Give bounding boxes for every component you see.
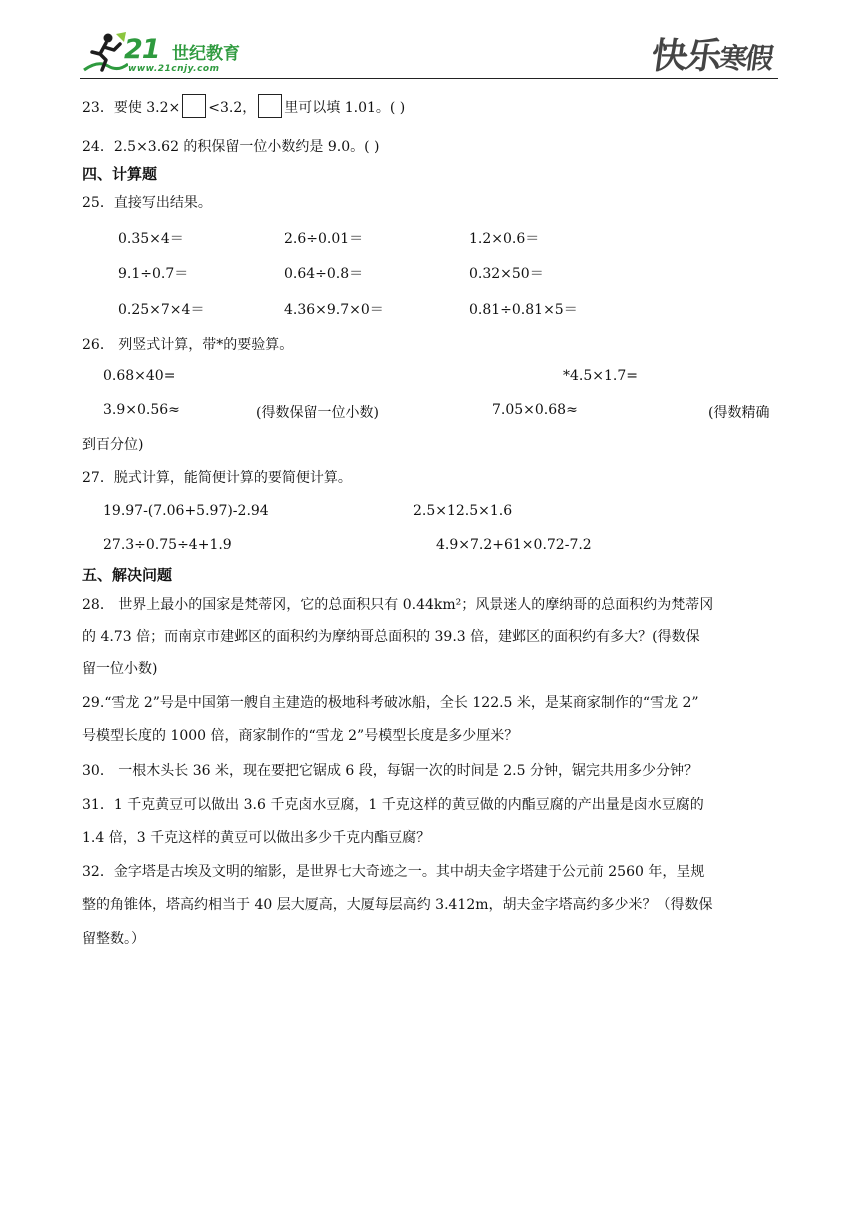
question-24: 24．2.5×3.62 的积保留一位小数约是 9.0。( ) <box>82 139 380 155</box>
logo-title: 世纪教育 <box>172 44 240 64</box>
calc-note: (得数精确 <box>708 405 770 421</box>
question-31-line: 31．1 千克黄豆可以做出 3.6 千克卤水豆腐，1 千克这样的黄豆做的内酯豆腐的产出量是卤水豆腐的 <box>82 797 704 813</box>
logo-right-text: 快乐寒假 <box>648 35 774 77</box>
calc-note: (得数保留一位小数) <box>256 405 379 421</box>
calc-note-cont: 到百分位) <box>82 437 144 453</box>
calc-item: 0.32×50＝ <box>469 266 544 282</box>
question-32-line: 留整数。） <box>82 931 145 947</box>
question-28-line: 留一位小数) <box>82 661 158 677</box>
calc-item: 0.35×4＝ <box>118 231 184 247</box>
calc-item: 27.3÷0.75÷4+1.9 <box>103 537 232 553</box>
logo-winter-holiday <box>648 22 784 77</box>
logo-21cnjy <box>78 30 248 76</box>
runner-icon <box>78 30 128 76</box>
section-title-calc: 四、计算题 <box>82 165 158 183</box>
question-28-line: 28． 世界上最小的国家是梵蒂冈，它的总面积只有 0.44km²；风景迷人的摩纳哥的总面积约为梵蒂冈 <box>82 597 714 613</box>
question-29-line: 29.“雪龙 2”号是中国第一艘自主建造的极地科考破冰船，全长 122.5 米，是某商家制作的“雪龙 2” <box>82 695 699 711</box>
logo-url: www.21cnjy.com <box>128 64 220 74</box>
header-divider <box>80 78 778 79</box>
calc-item: 2.6÷0.01＝ <box>284 231 364 247</box>
question-32-line: 32．金字塔是古埃及文明的缩影，是世界七大奇迹之一。其中胡夫金字塔建于公元前 2560 年，呈规 <box>82 864 705 880</box>
question-26: 26． 列竖式计算，带*的要验算。 <box>82 337 294 353</box>
calc-item: 1.2×0.6＝ <box>469 231 540 247</box>
question-29-line: 号模型长度的 1000 倍，商家制作的“雪龙 2”号模型长度是多少厘米？ <box>82 728 519 744</box>
calc-item: 0.25×7×4＝ <box>118 302 205 318</box>
calc-item: 0.81÷0.81×5＝ <box>469 302 578 318</box>
calc-item: 4.9×7.2+61×0.72-7.2 <box>436 537 592 553</box>
question-32-line: 整的角锥体，塔高约相当于 40 层大厦高，大厦每层高约 3.412m，胡夫金字塔高约多少米？（得数保 <box>82 897 713 913</box>
calc-item: 3.9×0.56≈ <box>103 402 180 418</box>
calc-item: 7.05×0.68≈ <box>492 402 578 418</box>
calc-item: 19.97-(7.06+5.97)-2.94 <box>103 503 269 519</box>
question-28-line: 的 4.73 倍；而南京市建邺区的面积约为摩纳哥总面积的 39.3 倍，建邺区的面积约有多大？(得数保 <box>82 629 700 645</box>
calc-item: 0.64÷0.8＝ <box>284 266 364 282</box>
calc-item: 2.5×12.5×1.6 <box>413 503 513 519</box>
question-23: 23．要使 3.2× <3.2， 里可以填 1.01。( ) <box>82 94 405 118</box>
answer-box <box>258 94 282 118</box>
question-27: 27．脱式计算，能简便计算的要简便计算。 <box>82 470 352 486</box>
calc-item: 0.68×40= <box>103 368 176 384</box>
section-title-problems: 五、解决问题 <box>82 566 173 584</box>
question-25: 25．直接写出结果。 <box>82 195 212 211</box>
calc-item: 9.1÷0.7＝ <box>118 266 189 282</box>
calc-item: 4.36×9.7×0＝ <box>284 302 384 318</box>
question-31-line: 1.4 倍，3 千克这样的黄豆可以做出多少千克内酯豆腐？ <box>82 830 431 846</box>
question-30: 30． 一根木头长 36 米，现在要把它锯成 6 段，每锯一次的时间是 2.5 分钟，锯完共用多少分钟？ <box>82 763 698 779</box>
logo-number: 21 <box>124 34 160 65</box>
answer-box <box>182 94 206 118</box>
calc-item: *4.5×1.7= <box>563 368 638 384</box>
